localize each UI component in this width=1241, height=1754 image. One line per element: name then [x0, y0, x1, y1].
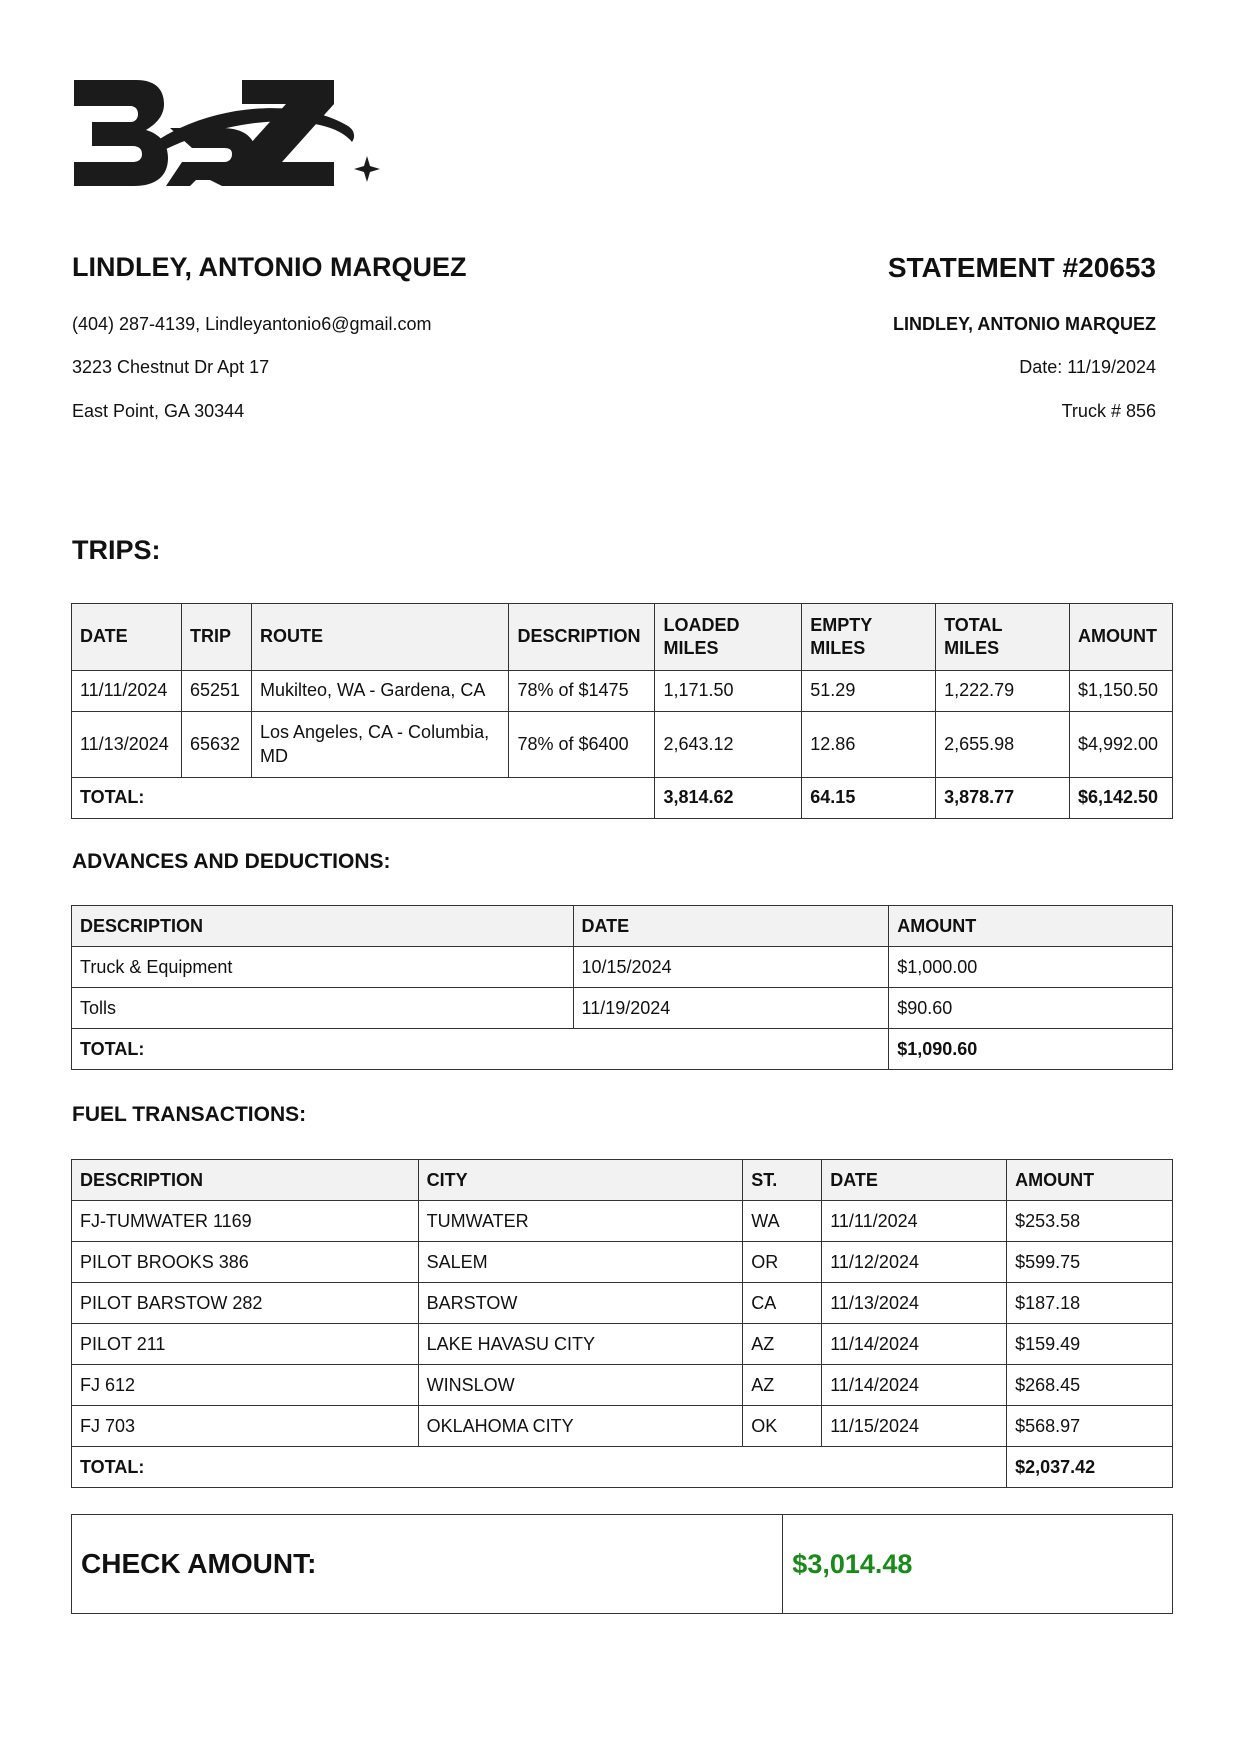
table-row	[72, 1242, 1173, 1283]
fuel-date: 11/14/2024	[822, 1365, 1007, 1406]
column-header-empty-miles: EMPTY MILES	[802, 604, 936, 671]
fuel-state: AZ	[743, 1365, 822, 1406]
table-row	[72, 671, 1173, 712]
check-amount-value: $3,014.48	[783, 1515, 1173, 1614]
fuel-header-row	[72, 1160, 1173, 1201]
trip-loaded-miles: 2,643.12	[655, 712, 802, 778]
trip-empty-miles: 12.86	[802, 712, 936, 778]
trips-table	[71, 603, 1173, 819]
total-label: TOTAL:	[72, 1447, 1007, 1488]
fuel-total-row	[72, 1447, 1173, 1488]
total-amount: $1,090.60	[889, 1029, 1173, 1070]
statement-date: Date: 11/19/2024	[1019, 357, 1156, 377]
fuel-state: CA	[743, 1283, 822, 1324]
statement-number: STATEMENT #20653	[887, 252, 1156, 283]
table-row	[72, 1283, 1173, 1324]
total-amount: $2,037.42	[1007, 1447, 1173, 1488]
check-amount-box	[71, 1514, 1173, 1614]
table-row	[72, 712, 1173, 778]
column-header-route: ROUTE	[251, 604, 509, 671]
table-row	[72, 1324, 1173, 1365]
deduction-amount: $1,000.00	[889, 947, 1173, 988]
fuel-state: OR	[743, 1242, 822, 1283]
column-header-trip: TRIP	[181, 604, 251, 671]
trip-number: 65251	[181, 671, 251, 712]
column-header-date: DATE	[72, 604, 182, 671]
deductions-header-row	[72, 906, 1173, 947]
deductions-heading: ADVANCES AND DEDUCTIONS:	[72, 850, 391, 873]
deduction-description: Truck & Equipment	[72, 947, 574, 988]
column-header-description: DESCRIPTION	[72, 1160, 419, 1201]
column-header-description: DESCRIPTION	[509, 604, 655, 671]
total-amount: $6,142.50	[1069, 778, 1172, 819]
column-header-date: DATE	[822, 1160, 1007, 1201]
column-header-description: DESCRIPTION	[72, 906, 574, 947]
fuel-state: AZ	[743, 1324, 822, 1365]
total-loaded-miles: 3,814.62	[655, 778, 802, 819]
fuel-amount: $599.75	[1007, 1242, 1173, 1283]
fuel-amount: $268.45	[1007, 1365, 1173, 1406]
table-row	[72, 947, 1173, 988]
total-label: TOTAL:	[72, 1029, 889, 1070]
driver-name-heading: LINDLEY, ANTONIO MARQUEZ	[72, 252, 467, 282]
trip-date: 11/11/2024	[72, 671, 182, 712]
trip-amount: $1,150.50	[1069, 671, 1172, 712]
fuel-date: 11/15/2024	[822, 1406, 1007, 1447]
fuel-table	[71, 1159, 1173, 1488]
fuel-city: OKLAHOMA CITY	[418, 1406, 743, 1447]
trip-amount: $4,992.00	[1069, 712, 1172, 778]
statement-driver-name: LINDLEY, ANTONIO MARQUEZ	[892, 314, 1156, 334]
fuel-state: OK	[743, 1406, 822, 1447]
fuel-amount: $159.49	[1007, 1324, 1173, 1365]
fuel-description: PILOT 211	[72, 1324, 419, 1365]
truck-number: Truck # 856	[1061, 401, 1156, 421]
fuel-amount: $187.18	[1007, 1283, 1173, 1324]
column-header-amount: AMOUNT	[1007, 1160, 1173, 1201]
deduction-amount: $90.60	[889, 988, 1173, 1029]
trips-header-row	[72, 604, 1173, 671]
trip-number: 65632	[181, 712, 251, 778]
trips-heading: TRIPS:	[72, 535, 161, 565]
fuel-date: 11/14/2024	[822, 1324, 1007, 1365]
trip-description: 78% of $1475	[509, 671, 655, 712]
check-amount-label: CHECK AMOUNT:	[72, 1515, 783, 1614]
driver-contact: (404) 287-4139, Lindleyantonio6@gmail.com	[72, 314, 432, 334]
driver-address-line1: 3223 Chestnut Dr Apt 17	[72, 357, 270, 377]
fuel-date: 11/11/2024	[822, 1201, 1007, 1242]
deduction-description: Tolls	[72, 988, 574, 1029]
trips-total-row	[72, 778, 1173, 819]
fuel-description: FJ-TUMWATER 1169	[72, 1201, 419, 1242]
column-header-amount: AMOUNT	[1069, 604, 1172, 671]
trip-description: 78% of $6400	[509, 712, 655, 778]
trip-route: Mukilteo, WA - Gardena, CA	[251, 671, 509, 712]
column-header-date: DATE	[573, 906, 889, 947]
fuel-date: 11/12/2024	[822, 1242, 1007, 1283]
column-header-loaded-miles: LOADED MILES	[655, 604, 802, 671]
column-header-state: ST.	[743, 1160, 822, 1201]
fuel-city: WINSLOW	[418, 1365, 743, 1406]
trip-empty-miles: 51.29	[802, 671, 936, 712]
fuel-heading: FUEL TRANSACTIONS:	[72, 1103, 307, 1126]
deductions-table	[71, 905, 1173, 1070]
fuel-amount: $253.58	[1007, 1201, 1173, 1242]
column-header-total-miles: TOTAL MILES	[936, 604, 1070, 671]
fuel-description: FJ 612	[72, 1365, 419, 1406]
fuel-state: WA	[743, 1201, 822, 1242]
trip-date: 11/13/2024	[72, 712, 182, 778]
fuel-description: PILOT BROOKS 386	[72, 1242, 419, 1283]
deductions-total-row	[72, 1029, 1173, 1070]
fuel-date: 11/13/2024	[822, 1283, 1007, 1324]
deduction-date: 11/19/2024	[573, 988, 889, 1029]
fuel-city: TUMWATER	[418, 1201, 743, 1242]
column-header-amount: AMOUNT	[889, 906, 1173, 947]
trip-route: Los Angeles, CA - Columbia, MD	[251, 712, 509, 778]
check-amount-row	[72, 1515, 1173, 1614]
deduction-date: 10/15/2024	[573, 947, 889, 988]
fuel-description: PILOT BARSTOW 282	[72, 1283, 419, 1324]
column-header-city: CITY	[418, 1160, 743, 1201]
table-row	[72, 988, 1173, 1029]
total-miles: 3,878.77	[936, 778, 1070, 819]
fuel-city: LAKE HAVASU CITY	[418, 1324, 743, 1365]
fuel-city: BARSTOW	[418, 1283, 743, 1324]
total-empty-miles: 64.15	[802, 778, 936, 819]
brz-logo	[72, 78, 382, 193]
total-label: TOTAL:	[72, 778, 655, 819]
fuel-city: SALEM	[418, 1242, 743, 1283]
driver-address-line2: East Point, GA 30344	[72, 401, 245, 421]
table-row	[72, 1201, 1173, 1242]
trip-loaded-miles: 1,171.50	[655, 671, 802, 712]
fuel-description: FJ 703	[72, 1406, 419, 1447]
trip-total-miles: 2,655.98	[936, 712, 1070, 778]
table-row	[72, 1406, 1173, 1447]
trip-total-miles: 1,222.79	[936, 671, 1070, 712]
fuel-amount: $568.97	[1007, 1406, 1173, 1447]
table-row	[72, 1365, 1173, 1406]
